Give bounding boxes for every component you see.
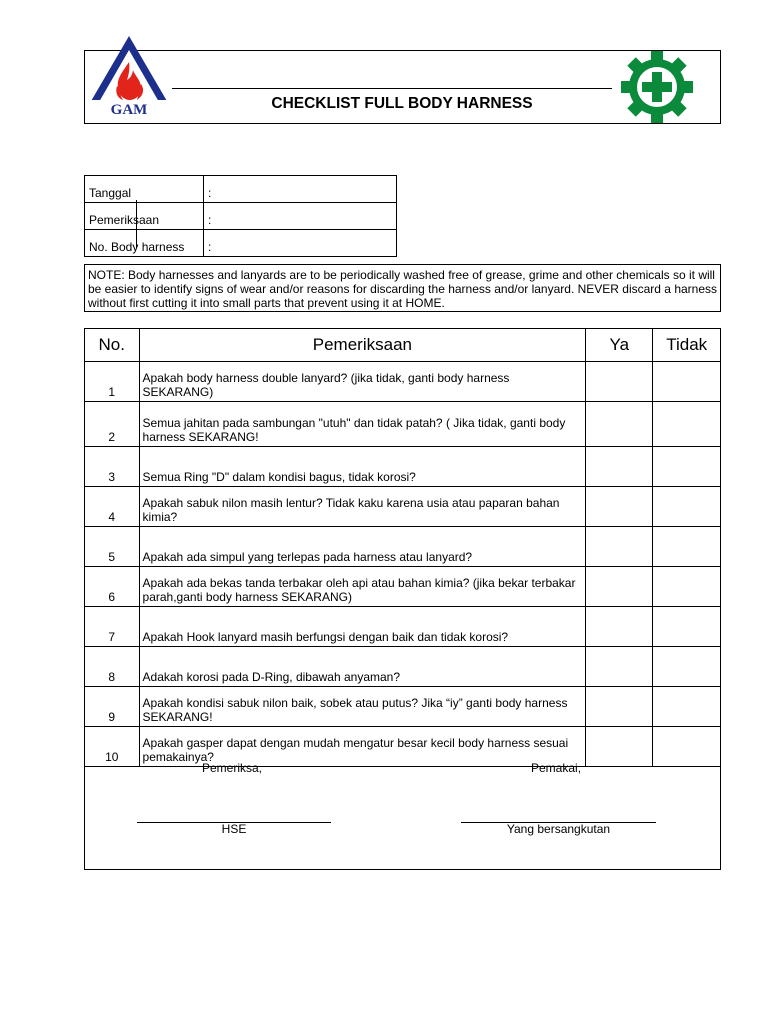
no-checkbox[interactable] (653, 607, 721, 647)
row-question: Adakah korosi pada D-Ring, dibawah anyaman? (139, 647, 586, 687)
row-question: Apakah gasper dapat dengan mudah mengatur besar kecil body harness sesuai pemakainya? (139, 727, 586, 767)
yes-checkbox[interactable] (586, 447, 653, 487)
table-row (85, 447, 721, 487)
checklist-header-row (85, 329, 721, 362)
info-label: Pemeriksaan (85, 203, 204, 230)
yes-checkbox[interactable] (586, 527, 653, 567)
yes-checkbox[interactable] (586, 487, 653, 527)
info-row-date (85, 176, 397, 203)
header-divider (172, 88, 612, 89)
col-header-item: Pemeriksaan (139, 329, 586, 362)
col-header-yes: Ya (586, 329, 653, 362)
user-name: Yang bersangkutan (506, 822, 611, 836)
info-row-harness-no (85, 230, 397, 257)
row-number: 10 (85, 727, 140, 767)
no-checkbox[interactable] (653, 362, 721, 402)
info-value-harness-no[interactable]: : (204, 230, 397, 257)
info-label: No. Body harness (85, 230, 204, 257)
no-checkbox[interactable] (653, 447, 721, 487)
table-row (85, 647, 721, 687)
info-table-divider (136, 200, 137, 248)
row-number: 3 (85, 447, 140, 487)
logo-text: GAM (110, 102, 148, 116)
yes-checkbox[interactable] (586, 607, 653, 647)
row-question: Apakah ada simpul yang terlepas pada harness atau lanyard? (139, 527, 586, 567)
info-label: Tanggal (85, 176, 204, 203)
no-checkbox[interactable] (653, 402, 721, 447)
yes-checkbox[interactable] (586, 647, 653, 687)
yes-checkbox[interactable] (586, 362, 653, 402)
table-row (85, 527, 721, 567)
row-number: 4 (85, 487, 140, 527)
no-checkbox[interactable] (653, 527, 721, 567)
row-number: 5 (85, 527, 140, 567)
inspector-label: Pemeriksa, (202, 761, 263, 775)
row-number: 2 (85, 402, 140, 447)
row-question: Semua Ring "D" dalam kondisi bagus, tidak korosi? (139, 447, 586, 487)
signature-box (84, 730, 721, 870)
table-row (85, 487, 721, 527)
row-number: 7 (85, 607, 140, 647)
yes-checkbox[interactable] (586, 567, 653, 607)
inspector-name: HSE (221, 822, 247, 836)
row-number: 1 (85, 362, 140, 402)
info-table (84, 175, 397, 257)
table-row (85, 567, 721, 607)
no-checkbox[interactable] (653, 647, 721, 687)
row-question: Apakah body harness double lanyard? (jika tidak, ganti body harness SEKARANG) (139, 362, 586, 402)
yes-checkbox[interactable] (586, 402, 653, 447)
table-row (85, 362, 721, 402)
user-label: Pemakai, (531, 761, 582, 775)
no-checkbox[interactable] (653, 567, 721, 607)
row-question: Semua jahitan pada sambungan "utuh" dan tidak patah? ( Jika tidak, ganti body harness SEKARANG! (139, 402, 586, 447)
col-header-no: No. (85, 329, 140, 362)
note-box: NOTE: Body harnesses and lanyards are to be periodically washed free of grease, grime and other chemicals so it will be easier to identify signs of wear and/or reasons for discarding the harness and/or lanyard. NEVER discard a harness without first cutting it into small parts that prevent using it at HOME. (84, 264, 721, 312)
row-question: Apakah sabuk nilon masih lentur? Tidak kaku karena usia atau paparan bahan kimia? (139, 487, 586, 527)
table-row (85, 402, 721, 447)
table-row (85, 687, 721, 727)
no-checkbox[interactable] (653, 487, 721, 527)
info-row-inspection (85, 203, 397, 230)
row-number: 8 (85, 647, 140, 687)
info-value-date[interactable]: : (204, 176, 397, 203)
row-question: Apakah ada bekas tanda terbakar oleh api atau bahan kimia? (jika bekar terbakar parah,ganti body harness SEKARANG) (139, 567, 586, 607)
no-checkbox[interactable] (653, 687, 721, 727)
row-question: Apakah kondisi sabuk nilon baik, sobek atau putus? Jika “iy” ganti body harness SEKARANG! (139, 687, 586, 727)
col-header-no-answer: Tidak (653, 329, 721, 362)
row-question: Apakah Hook lanyard masih berfungsi dengan baik dan tidak korosi? (139, 607, 586, 647)
checklist-table (84, 328, 721, 767)
row-number: 6 (85, 567, 140, 607)
table-row (85, 607, 721, 647)
document-title: CHECKLIST FULL BODY HARNESS (271, 95, 533, 112)
row-number: 9 (85, 687, 140, 727)
yes-checkbox[interactable] (586, 687, 653, 727)
gam-logo (85, 34, 173, 116)
info-value-inspection[interactable]: : (204, 203, 397, 230)
